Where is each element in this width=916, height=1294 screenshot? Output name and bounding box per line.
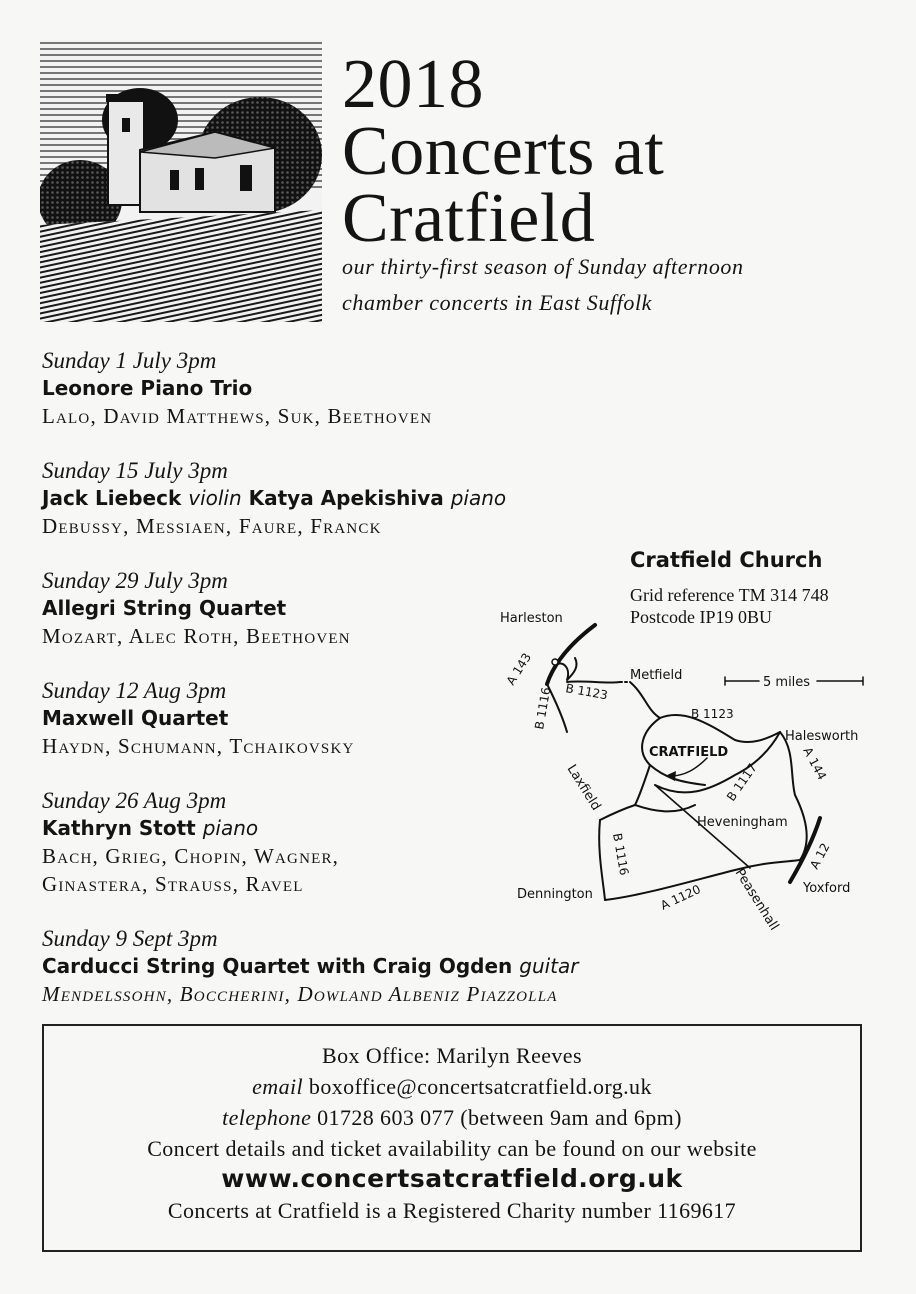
road-label-a143: A 143 [503,650,535,688]
map-label-laxfield: Laxfield [563,762,604,814]
road-label-b1116-north: B 1116 [532,686,554,731]
concert-composers: Haydn, Schumann, Tchaikovsky [42,734,355,758]
road-label-a144: A 144 [800,744,830,783]
title-heading-line1: Concerts at [342,113,665,190]
concert-performer [42,816,258,840]
map-label-scale: 5 miles [763,675,811,690]
map-label-peasenhall: Peasenhall [731,866,782,934]
road-label-b1116-south: B 1116 [610,832,632,877]
road-b1116-south [599,820,605,900]
map-label-halesworth: Halesworth [785,729,859,744]
performer-name: Jack Liebeck [42,486,182,510]
concert-composers: Mendelssohn, Boccherini, Dowland Albeniz Piazzolla [42,982,558,1006]
map-label-cratfield: CRATFIELD [649,745,729,760]
concert-composers: Lalo, David Matthews, Suk, Beethoven [42,404,433,428]
concert-composers: Mozart, Alec Roth, Beethoven [42,624,351,648]
concert-composers: Ginastera, Strauss, Ravel [42,872,304,896]
email-label: email [252,1074,304,1099]
road-label-b1117: B 1117 [723,760,760,804]
tagline-line1: our thirty-first season of Sunday afternoon [342,254,744,279]
concert-performer [42,486,506,510]
grid-reference: Grid reference TM 314 748 [630,585,829,605]
concert-composers: Bach, Grieg, Chopin, Wagner, [42,844,340,868]
postcode: Postcode IP19 0BU [630,607,773,627]
church-woodcut-image [40,40,322,322]
road-label-b1123-west: B 1123 [564,681,609,703]
performer-instrument: piano [450,486,507,510]
performer-instrument: piano [202,816,259,840]
year-heading: 2018 [342,46,484,123]
performer-name: Carducci String Quartet with Craig Ogden [42,954,513,978]
concert-performer: Allegri String Quartet [42,596,287,620]
cratfield-arrowhead [665,771,676,781]
road-b1117 [655,732,780,792]
road-label-b1123-east: B 1123 [691,707,734,721]
concert-date: Sunday 9 Sept 3pm [42,926,218,951]
cratfield-pointer [673,758,707,776]
website-info-text: Concert details and ticket availability can be found on our website [147,1136,757,1161]
tagline-line2: chamber concerts in East Suffolk [342,290,653,315]
concert-performer: Leonore Piano Trio [42,376,253,400]
performer-instrument: violin [188,486,242,510]
performer-name: Kathryn Stott [42,816,196,840]
map-label-dennington: Dennington [517,887,593,902]
performer-name: Katya Apekishiva [248,486,444,510]
location-map [495,600,885,940]
concert-composers: Debussy, Messiaen, Faure, Franck [42,514,382,538]
box-office-contact: Box Office: Marilyn Reeves [322,1043,582,1068]
church-name: Cratfield Church [630,548,823,572]
email-address[interactable]: boxoffice@concertsatcratfield.org.uk [308,1074,652,1099]
concert-date: Sunday 26 Aug 3pm [42,788,227,813]
road-label-a1120: A 1120 [658,882,703,913]
concert-date: Sunday 12 Aug 3pm [42,678,227,703]
charity-statement: Concerts at Cratfield is a Registered Charity number 1169617 [167,1198,737,1223]
box-office-email-line [42,1074,862,1100]
title-heading-line2: Cratfield [342,180,596,257]
map-label-heveningham: Heveningham [697,815,788,830]
website-url[interactable]: www.concertsatcratfield.org.uk [221,1164,683,1193]
map-label-harleston: Harleston [500,611,563,626]
website-line [42,1164,862,1193]
concert-date: Sunday 15 July 3pm [42,458,228,483]
performer-instrument: guitar [519,954,579,978]
map-label-metfield: Metfield [630,668,683,683]
concert-date: Sunday 29 July 3pm [42,568,228,593]
box-office-telephone-line [42,1105,862,1131]
road-label-a12: A 12 [807,840,833,872]
concert-performer [42,954,579,978]
concert-performer: Maxwell Quartet [42,706,229,730]
telephone-label: telephone [222,1105,312,1130]
telephone-number: 01728 603 077 (between 9am and 6pm) [317,1105,682,1130]
map-label-yoxford: Yoxford [803,881,851,896]
concert-date: Sunday 1 July 3pm [42,348,217,373]
